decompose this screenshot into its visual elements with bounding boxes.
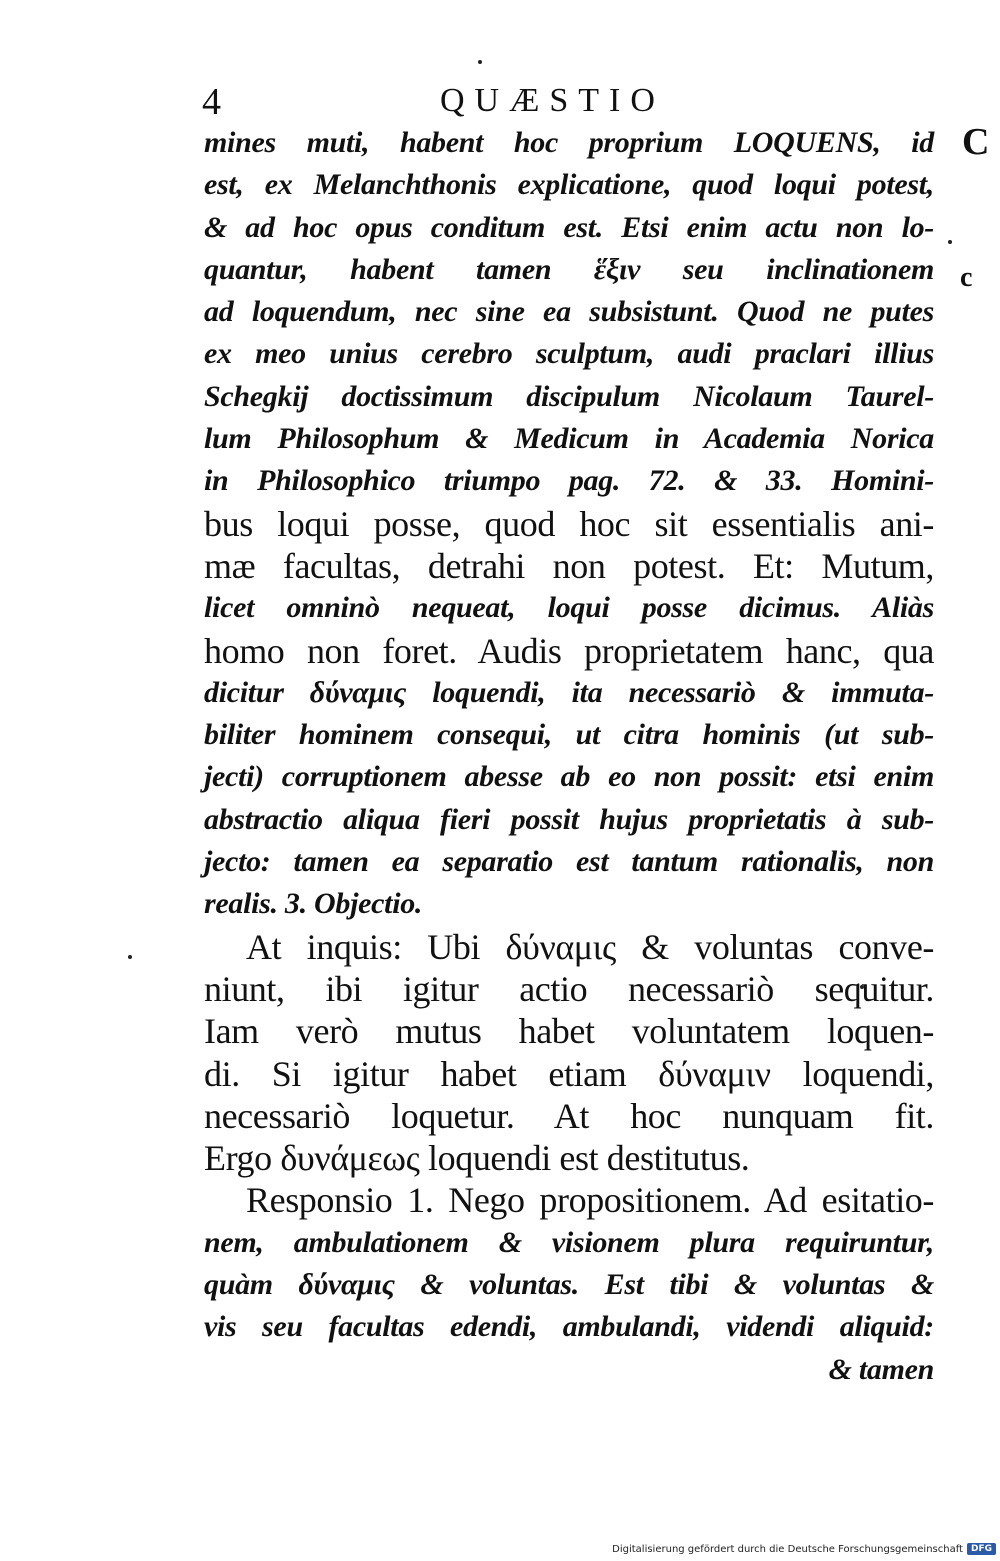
text-line: Schegkij doctissimum discipulum Nicolaum Taurel-: [204, 379, 934, 413]
text-line: nem, ambulationem & visionem plura requiruntur,: [204, 1225, 934, 1259]
running-head: [200, 80, 940, 124]
text-line: licet omninò nequeat, loqui posse dicimus. Aliàs: [204, 591, 934, 625]
digitization-footer: [612, 1543, 996, 1555]
text-line: dicitur δύναμις loquendi, ita necessariò & immuta-: [204, 675, 934, 709]
text-line: Iam verò mutus habet voluntatem loquen-: [204, 1011, 934, 1052]
text-line: di. Si igitur habet etiam δύναμιν loquendi,: [204, 1053, 934, 1094]
text-line: Ergo δυνάμεως loquendi est destitutus.: [204, 1138, 750, 1179]
text-line: Responsio 1. Nego propositionem. Ad esitatio-: [246, 1180, 934, 1221]
page-number: 4: [202, 81, 221, 123]
text-line: est, ex Melanchthonis explicatione, quod loqui potest,: [204, 168, 934, 202]
footer-credit: Digitalisierung gefördert durch die Deutsche Forschungsgemeinschaft: [612, 1543, 963, 1555]
text-line: mines muti, habent hoc proprium LOQUENS, id: [204, 126, 934, 159]
ink-speck: [948, 240, 952, 244]
margin-mark: c: [960, 262, 973, 293]
text-line: realis. 3. Objectio.: [204, 887, 423, 921]
body-text: [204, 122, 934, 1391]
text-line: necessariò loquetur. At hoc nunquam fit.: [204, 1095, 934, 1136]
text-line: in Philosophico triumpo pag. 72. & 33. Homini-: [204, 464, 934, 498]
text-line: mæ facultas, detrahi non potest. Et: Mutum,: [204, 545, 934, 586]
margin-mark: C: [962, 121, 990, 163]
text-line: At inquis: Ubi δύναμις & voluntas conve-: [246, 926, 934, 967]
text-line: biliter hominem consequi, ut citra hominis (ut sub-: [204, 718, 934, 752]
ink-speck: [128, 955, 132, 959]
text-line: lum Philosophum & Medicum in Academia Norica: [204, 422, 934, 456]
running-title: QUÆSTIO: [440, 82, 665, 119]
text-line: jecto: tamen ea separatio est tantum rationalis, non: [204, 845, 934, 879]
text-line: & tamen: [828, 1352, 934, 1386]
text-line: jecti) corruptionem abesse ab eo non possit: etsi enim: [204, 760, 934, 794]
text-line: quàm δύναμις & voluntas. Est tibi & voluntas &: [204, 1268, 934, 1302]
text-line: niunt, ibi igitur actio necessariò sequitur.: [204, 968, 934, 1009]
text-line: ad loquendum, nec sine ea subsistunt. Quod ne putes: [204, 295, 934, 329]
text-line: homo non foret. Audis proprietatem hanc, qua: [204, 630, 934, 671]
dfg-logo: DFG: [967, 1543, 996, 1555]
text-line: quantur, habent tamen ἕξιν seu inclinationem: [204, 252, 934, 286]
text-line: vis seu facultas edendi, ambulandi, videndi aliquid:: [204, 1310, 934, 1344]
text-line: ex meo unius cerebro sculptum, audi praclari illius: [204, 337, 934, 371]
ink-speck: [478, 60, 482, 64]
text-line: & ad hoc opus conditum est. Etsi enim actu non lo-: [204, 210, 934, 244]
text-line: abstractio aliqua fieri possit hujus proprietatis à sub-: [204, 802, 934, 836]
text-line: bus loqui posse, quod hoc sit essentialis ani-: [204, 503, 934, 544]
